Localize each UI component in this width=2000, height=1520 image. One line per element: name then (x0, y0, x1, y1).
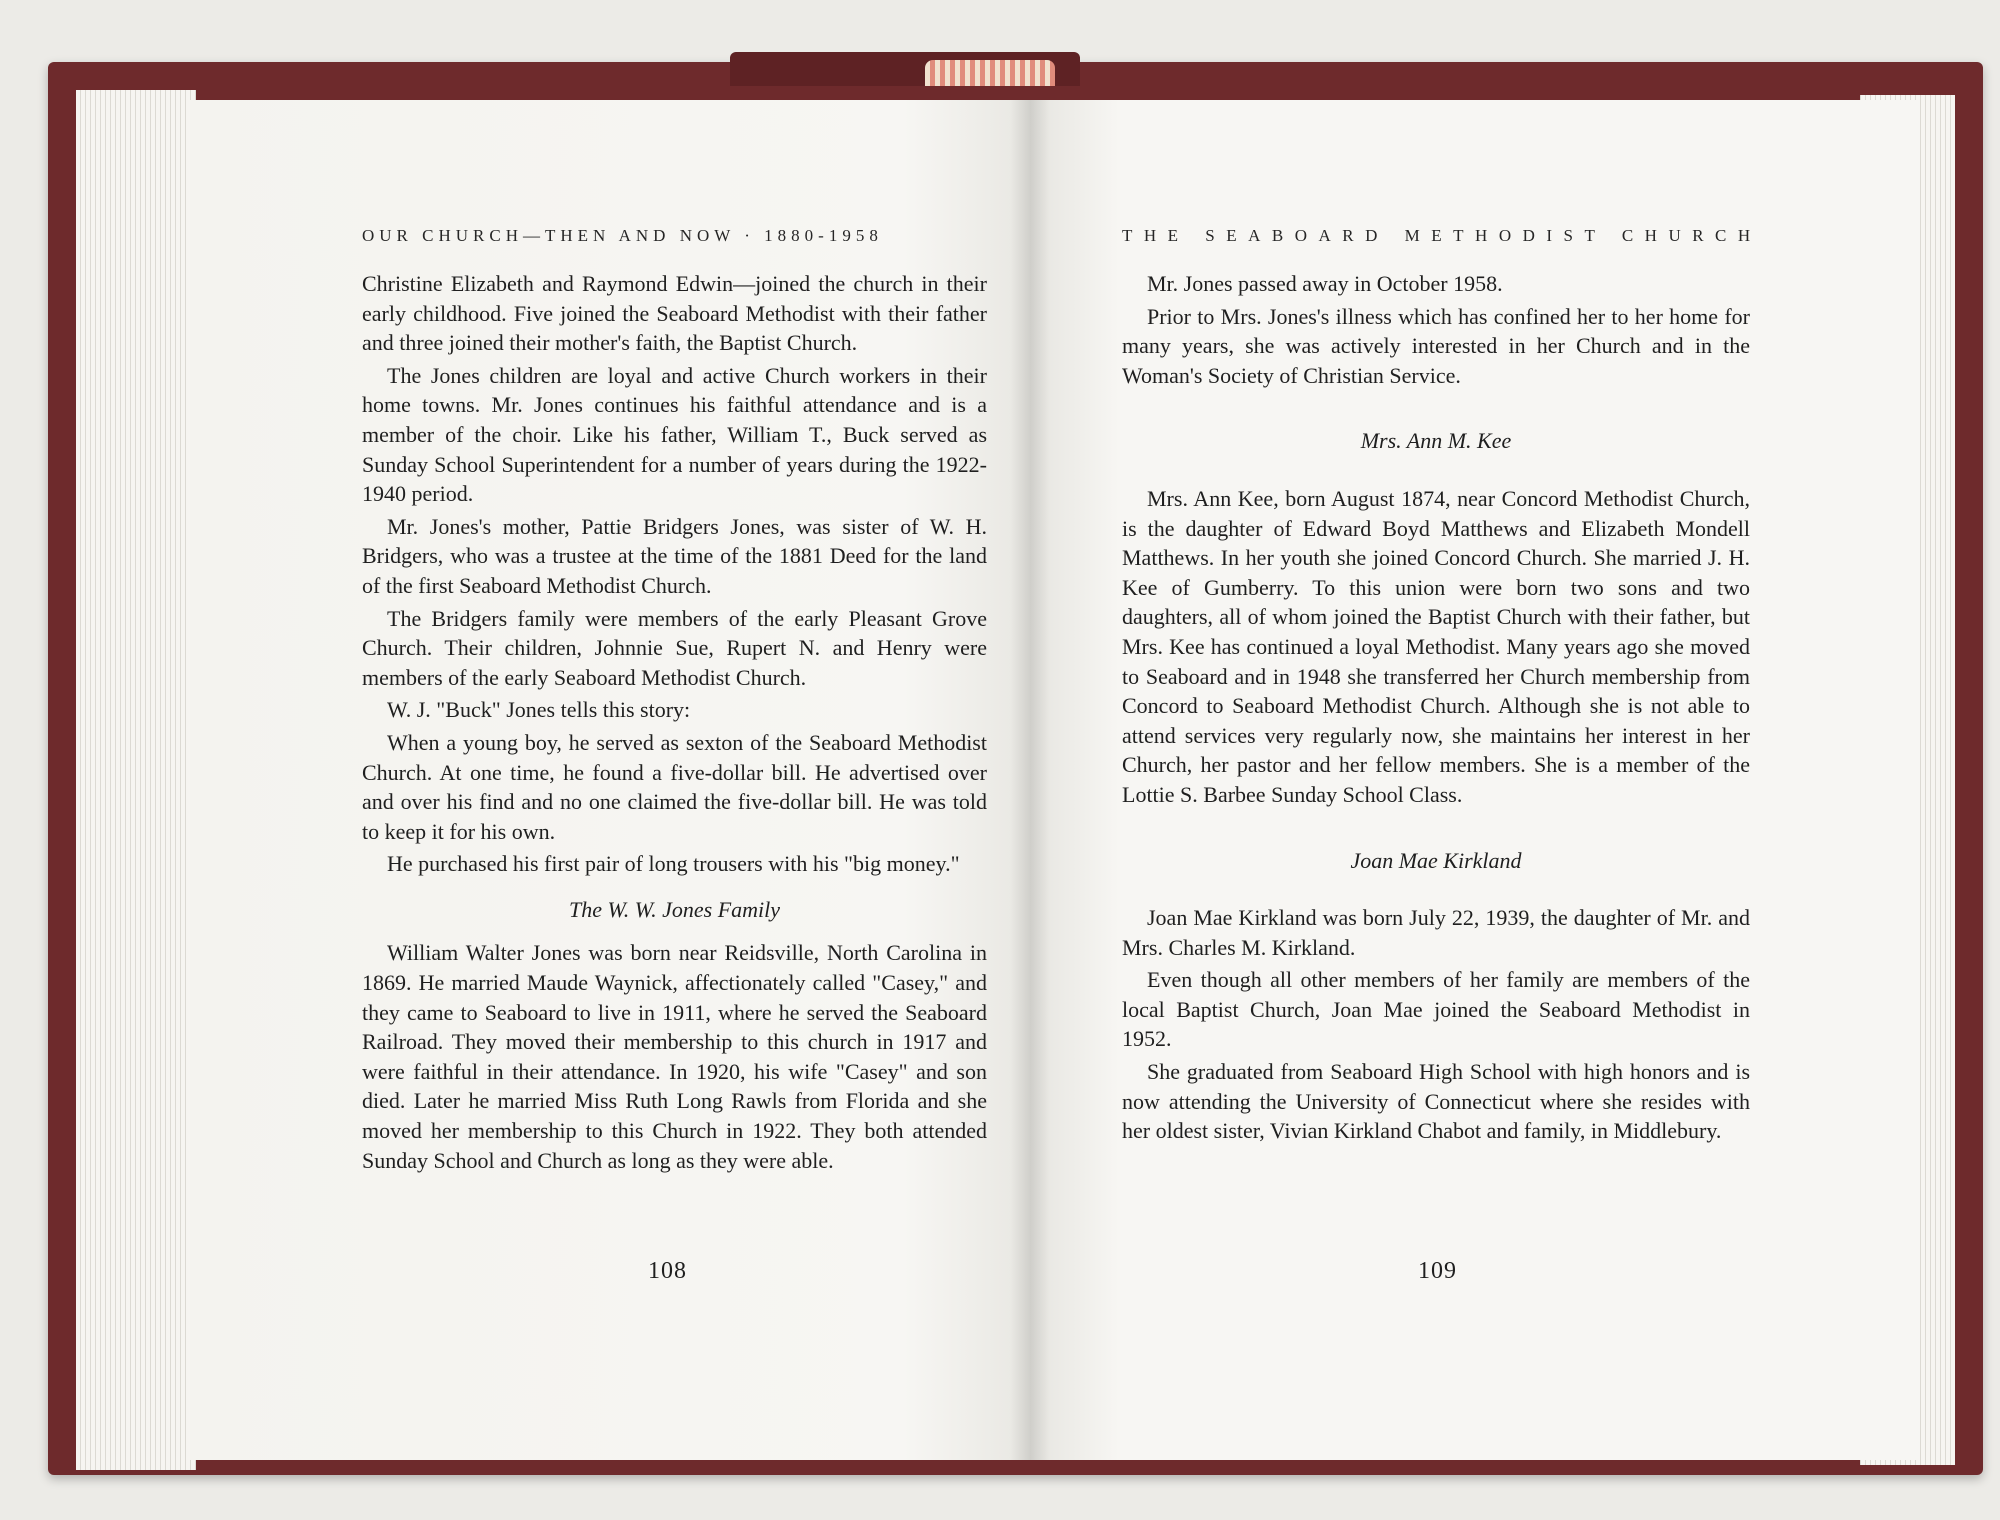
section-heading: Mrs. Ann M. Kee (1360, 428, 1512, 454)
left-page-text (362, 269, 987, 1178)
paragraph: Joan Mae Kirkland was born July 22, 1939, the daughter of Mr. and Mrs. Charles M. Kirkland. (1122, 905, 1750, 960)
right-page-text (1122, 269, 1750, 1149)
paragraph: The Jones children are loyal and active Church workers in their home towns. Mr. Jones continues his faithful attendance and is a member of the choir. Like his father, William T., Buck served as Sunday School Superintendent for a number of years during the 1922-1940 period. (362, 362, 987, 507)
paragraph: W. J. "Buck" Jones tells this story: (387, 697, 691, 723)
running-head-right: THE SEABOARD METHODIST CHURCH (1122, 226, 1762, 245)
book-gutter (1010, 100, 1050, 1460)
paragraph: The Bridgers family were members of the early Pleasant Grove Church. Their children, Johnnie Sue, Rupert N. and Henry were members of the early Seaboard Methodist Church. (362, 605, 987, 690)
section-heading: The W. W. Jones Family (568, 896, 781, 922)
paragraph: Mr. Jones passed away in October 1958. (1147, 271, 1503, 296)
paragraph: Christine Elizabeth and Raymond Edwin—joined the church in their early childhood. Five joined the Seaboard Methodist with their father and three joined their mother's faith, the Baptist Church. (362, 271, 987, 356)
page-number-right: 109 (1418, 1258, 1457, 1284)
page-number-left: 108 (648, 1258, 687, 1284)
section-heading: Joan Mae Kirkland (1350, 847, 1522, 873)
paragraph: Even though all other members of her family are members of the local Baptist Church, Joan Mae joined the Seaboard Methodist in 1952. (1122, 967, 1750, 1052)
headband (925, 60, 1055, 86)
paragraph: Prior to Mrs. Jones's illness which has confined her to her home for many years, she was actively interested in her Church and in the Woman's Society of Christian Service. (1122, 303, 1750, 388)
running-head-left: OUR CHURCH—THEN AND NOW · 1880-1958 (362, 226, 883, 245)
paragraph: Mr. Jones's mother, Pattie Bridgers Jones, was sister of W. H. Bridgers, who was a trustee at the time of the 1881 Deed for the land of the first Seaboard Methodist Church. (362, 513, 987, 598)
page-edges-left (76, 90, 196, 1470)
paragraph: Mrs. Ann Kee, born August 1874, near Concord Methodist Church, is the daughter of Edward Boyd Matthews and Elizabeth Mondell Matthews. In her youth she joined Concord Church. She married J. H. Kee of Gumberry. To this union were born two sons and two daughters, all of whom joined the Baptist Church with their father, but Mrs. Kee has continued a loyal Methodist. Many years ago she moved to Seaboard and in 1948 she transferred her Church membership from Concord to Seaboard Methodist Church. Although she is not able to attend services very regularly now, she maintains her interest in her Church, her pastor and her fellow members. She is a member of the Lottie S. Barbee Sunday School Class. (1122, 485, 1750, 807)
paragraph: He purchased his first pair of long trousers with his "big money." (387, 851, 960, 877)
paragraph: When a young boy, he served as sexton of the Seaboard Methodist Church. At one time, he found a five-dollar bill. He advertised over and over his find and no one claimed the five-dollar bill. He was told to keep it for his own. (362, 729, 987, 844)
paragraph: William Walter Jones was born near Reidsville, North Carolina in 1869. He married Maude Waynick, affectionately called "Casey," and they came to Seaboard to live in 1911, where he served the Seaboard Railroad. They moved their membership to this church in 1917 and were faithful in their attendance. In 1920, his wife "Casey" and son died. Later he married Miss Ruth Long Rawls from Florida and she moved her membership to this Church in 1922. They both attended Sunday School and Church as long as they were able. (362, 940, 987, 1173)
paragraph: She graduated from Seaboard High School with high honors and is now attending the University of Connecticut where she resides with her oldest sister, Vivian Kirkland Chabot and family, in Middlebury. (1122, 1059, 1750, 1144)
